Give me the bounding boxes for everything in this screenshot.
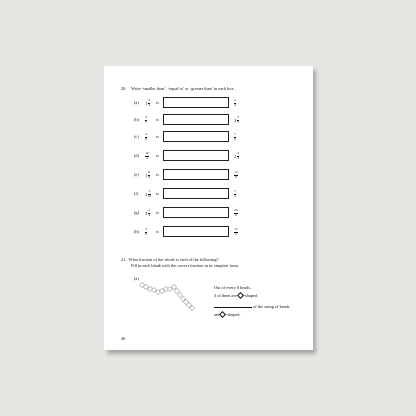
right-fraction: 3 $\frac{2}{5}$ (234, 115, 239, 124)
item-label: (g) (134, 210, 140, 215)
right-fraction: 2 $\frac{3}{4}$ (234, 151, 239, 160)
question-instruction: Write ‘smaller than’, ‘equal to’ or ‘greater than’ in each box. (131, 86, 235, 91)
comparison-row (134, 97, 279, 109)
answer-box[interactable] (163, 150, 229, 161)
page-number: 40 (121, 336, 126, 341)
answer-box[interactable] (163, 169, 229, 180)
item-label: (b) (134, 117, 140, 122)
item-label: (e) (134, 172, 139, 177)
left-fraction: $\frac{4}{8}$ (145, 132, 147, 141)
answer-box[interactable] (163, 114, 229, 125)
right-fraction: $\frac{20}{6}$ (234, 208, 238, 217)
comparison-row (134, 131, 279, 143)
comparison-row (134, 226, 279, 238)
left-fraction: 2 $\frac{5}{10}$ (145, 189, 152, 198)
right-fraction: $\frac{7}{8}$ (234, 132, 236, 141)
comparison-row (134, 188, 279, 200)
comparison-row (134, 114, 279, 126)
left-fraction: $\frac{3}{4}$ (145, 227, 147, 236)
is-word: is (156, 172, 159, 177)
is-word: is (156, 153, 159, 158)
question-number: 20. (121, 86, 127, 91)
answer-box[interactable] (163, 131, 229, 142)
right-fraction: $\frac{12}{4}$ (234, 227, 238, 236)
worksheet-page (104, 66, 313, 350)
item-label: (d) (134, 153, 140, 158)
left-fraction: 1 $\frac{6}{8}$ (145, 170, 150, 179)
answer-line2: are -shaped. (214, 312, 241, 317)
is-word: is (156, 117, 159, 122)
comparison-row (134, 150, 279, 162)
is-word: is (156, 134, 159, 139)
comparison-row (134, 207, 279, 219)
left-fraction: $\frac{4}{5}$ (145, 115, 147, 124)
comparison-row (134, 169, 279, 181)
question-number: 21. (121, 257, 127, 262)
bead-statement-line1: Out of every 6 beads, (214, 285, 251, 290)
diamond-shape-icon (237, 292, 244, 299)
item-label: (h) (134, 229, 140, 234)
sub-question-label: (a) (134, 276, 139, 281)
bead-statement-line2: 3 of them are -shaped. (214, 293, 259, 298)
left-fraction: 3 $\frac{2}{3}$ (145, 208, 150, 217)
answer-box[interactable] (163, 188, 229, 199)
item-label: (f) (134, 191, 139, 196)
question-21 (121, 257, 239, 268)
bead-string-illustration (139, 281, 197, 311)
item-label: (a) (134, 100, 139, 105)
left-fraction: $\frac{10}{4}$ (145, 151, 149, 160)
left-fraction: 1 $\frac{3}{4}$ (145, 98, 150, 107)
is-word: is (156, 191, 159, 196)
answer-box[interactable] (163, 207, 229, 218)
answer-line1: of the string of beads (214, 304, 289, 309)
is-word: is (156, 100, 159, 105)
answer-box[interactable] (163, 97, 229, 108)
question-text-line2: Fill in each blank with the correct fraction in its simplest form. (131, 262, 239, 268)
item-label: (c) (134, 134, 139, 139)
is-word: is (156, 229, 159, 234)
question-text-line1: What fraction of the whole is each of the following? (128, 257, 219, 262)
answer-box[interactable] (163, 226, 229, 237)
right-fraction: $\frac{7}{2}$ (234, 189, 236, 198)
is-word: is (156, 210, 159, 215)
answer-blank[interactable] (214, 304, 252, 308)
right-fraction: $\frac{13}{8}$ (234, 170, 238, 179)
right-fraction: $\frac{5}{4}$ (234, 98, 236, 107)
